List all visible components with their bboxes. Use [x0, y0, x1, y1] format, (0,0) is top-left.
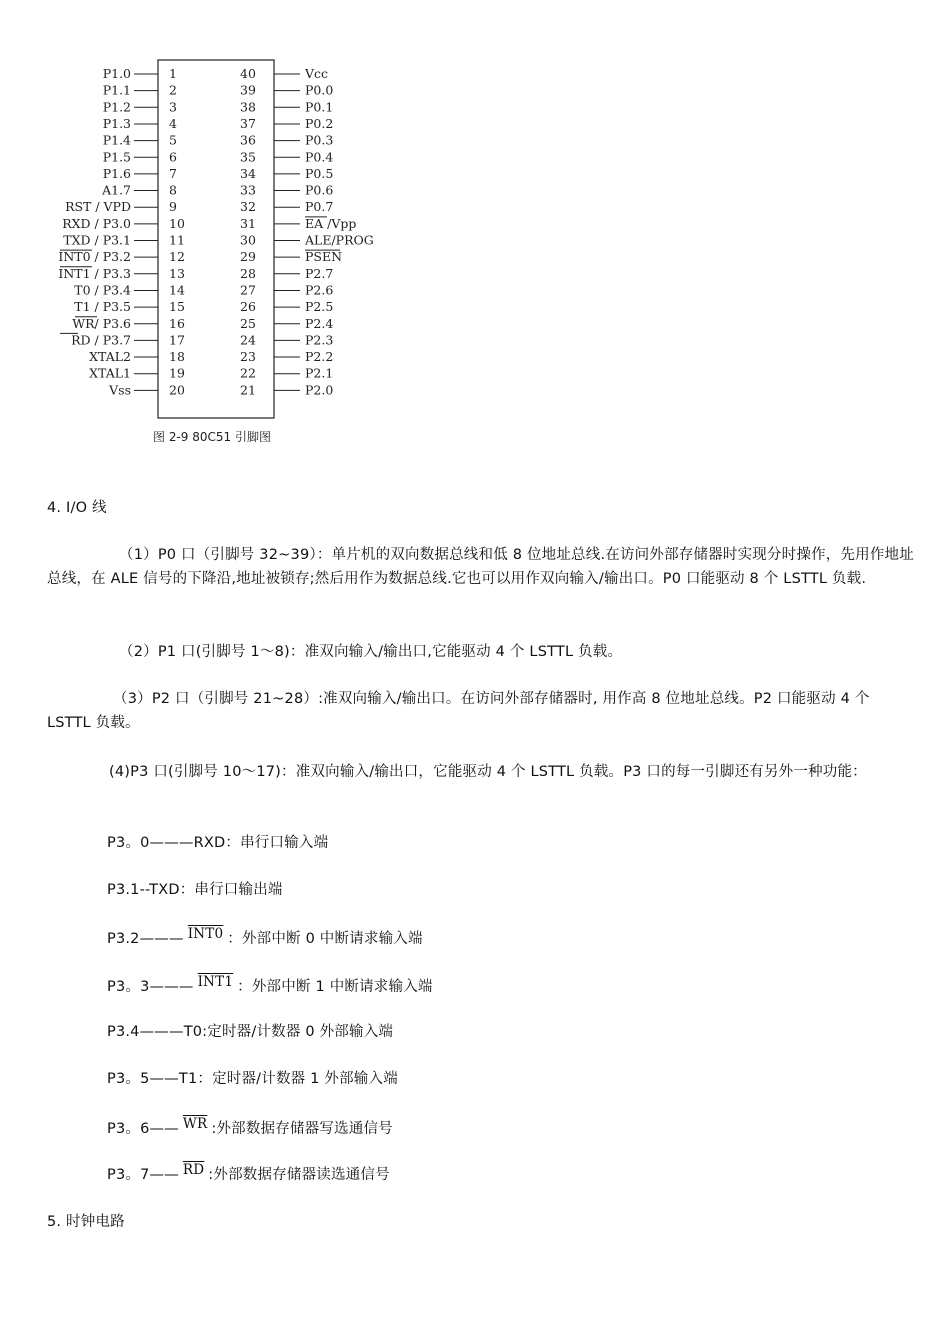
left-pin-label: WR/ P3.6 — [72, 315, 131, 331]
left-pin-label: P1.0 — [102, 66, 131, 81]
p3-5-line: P3。5——T1：定时器/计数器 1 外部输入端 — [107, 1071, 398, 1087]
right-pin-number: 33 — [240, 182, 256, 198]
left-pin-number: 3 — [169, 99, 177, 115]
left-pin-label: P1.5 — [102, 149, 131, 165]
left-pin-label: P1.4 — [102, 132, 131, 148]
left-pin-number: 4 — [169, 115, 177, 131]
right-pin-number: 36 — [240, 132, 256, 148]
wr-symbol: $\overline{WR}$ — [182, 1116, 208, 1132]
right-pin-label: P0.5 — [305, 165, 334, 181]
left-pin-label: INT0 / P3.2 — [58, 249, 131, 265]
right-pin-number: 37 — [240, 115, 256, 131]
right-pin-label: P2.2 — [305, 349, 334, 365]
left-pin-number: 1 — [169, 66, 177, 81]
right-pin-label: EA /Vpp — [305, 215, 357, 231]
right-pin-label: PSEN — [305, 249, 343, 265]
left-pin-number: 7 — [169, 165, 177, 181]
left-pin-label: RST / VPD — [65, 199, 131, 215]
left-pin-number: 11 — [169, 232, 185, 248]
p3-7-desc: :外部数据存储器读选通信号 — [208, 1167, 390, 1183]
right-pin-label: P2.7 — [305, 265, 334, 281]
right-pin-number: 29 — [240, 249, 256, 265]
left-pin-number: 2 — [169, 82, 177, 98]
left-pin-number: 20 — [169, 382, 185, 398]
paragraph-p1: （2）P1 口(引脚号 1～8)：准双向输入/输出口,它能驱动 4 个 LSTTL 负载。 — [119, 644, 623, 660]
p3-4-line: P3.4———T0:定时器/计数器 0 外部输入端 — [107, 1024, 394, 1040]
heading-io-lines: 4. I/O 线 — [47, 500, 107, 516]
left-pin-label: A1.7 — [102, 182, 131, 198]
right-pin-number: 21 — [240, 382, 256, 398]
p3-3-line — [107, 976, 433, 998]
p3-2-prefix: P3.2——— — [107, 931, 184, 947]
p3-3-prefix: P3。3——— — [107, 979, 194, 995]
right-pin-label: P0.7 — [305, 199, 334, 215]
right-pin-number: 32 — [240, 199, 256, 215]
pinout-figure — [0, 0, 950, 460]
left-pin-number: 12 — [169, 249, 185, 265]
left-pin-number: 9 — [169, 199, 177, 215]
right-pin-label: P0.1 — [305, 99, 334, 115]
right-pin-number: 26 — [240, 299, 256, 315]
left-pin-label: RXD / P3.0 — [62, 215, 131, 231]
p3-7-prefix: P3。7—— — [107, 1167, 179, 1183]
left-pin-number: 5 — [169, 132, 177, 148]
right-pin-number: 40 — [240, 66, 256, 81]
right-pin-number: 22 — [240, 365, 256, 381]
right-pin-number: 38 — [240, 99, 256, 115]
left-pin-label: T1 / P3.5 — [74, 299, 131, 315]
right-pin-number: 27 — [240, 282, 256, 298]
right-pin-label: Vcc — [305, 66, 329, 81]
left-pin-label: INT1 / P3.3 — [58, 265, 131, 281]
left-pin-label: XTAL1 — [89, 365, 131, 381]
right-pin-label: P2.0 — [305, 382, 334, 398]
left-pin-number: 10 — [169, 215, 185, 231]
right-pin-number: 28 — [240, 265, 256, 281]
right-pin-number: 34 — [240, 165, 256, 181]
p3-6-prefix: P3。6—— — [107, 1121, 179, 1137]
right-pin-number: 31 — [240, 215, 256, 231]
right-pin-label: P2.5 — [305, 299, 334, 315]
right-pin-number: 23 — [240, 349, 256, 365]
right-pin-label: P0.4 — [305, 149, 334, 165]
left-pin-label: P1.6 — [102, 165, 131, 181]
int1-symbol: INT1 — [197, 974, 234, 990]
right-pin-label: ALE/PROG — [305, 232, 374, 248]
p3-2-desc: ：外部中断 0 中断请求输入端 — [227, 931, 423, 947]
p3-6-line — [107, 1118, 393, 1140]
left-pin-number: 8 — [169, 182, 177, 198]
p3-1-line: P3.1--TXD：串行口输出端 — [107, 882, 283, 898]
left-pin-label: P1.3 — [102, 115, 131, 131]
paragraph-p2: （3）P2 口（引脚号 21~28）:准双向输入/输出口。在访问外部存储器时, 用作高 8 位地址总线。P2 口能驱动 4 个 LSTTL 负载。 — [47, 691, 870, 731]
right-pin-label: P2.3 — [305, 332, 334, 348]
right-pin-label: P2.1 — [305, 365, 334, 381]
left-pin-label: Vss — [109, 382, 131, 398]
left-pin-number: 19 — [169, 365, 185, 381]
right-pin-number: 25 — [240, 315, 256, 331]
right-pin-label: P0.0 — [305, 82, 334, 98]
left-pin-label: TXD / P3.1 — [63, 232, 131, 248]
int0-symbol: INT0 — [187, 926, 224, 942]
figure-caption: 图 2-9 80C51 引脚图 — [153, 430, 271, 444]
left-pin-label: P1.2 — [102, 99, 131, 115]
p3-0-line: P3。0———RXD：串行口输入端 — [107, 835, 329, 851]
right-pin-label: P0.2 — [305, 115, 334, 131]
left-pin-number: 17 — [169, 332, 185, 348]
p3-7-line — [107, 1164, 390, 1186]
left-pin-number: 16 — [169, 315, 185, 331]
heading-clock-circuit: 5. 时钟电路 — [47, 1214, 125, 1230]
left-pin-number: 14 — [169, 282, 185, 298]
right-pin-label: P0.6 — [305, 182, 334, 198]
right-pin-number: 24 — [240, 332, 256, 348]
paragraph-p0: （1）P0 口（引脚号 32~39）：单片机的双向数据总线和低 8 位地址总线.在访问外部存储器时实现分时操作，先用作地址总线，在 ALE 信号的下降沿,地址被锁存;然后用作为数据总线.它也可以用作双向输入/输出口。P0 口能驱动 8 个 LSTTL 负载. — [47, 547, 914, 587]
left-pin-label: T0 / P3.4 — [74, 282, 131, 298]
left-pin-number: 15 — [169, 299, 185, 315]
right-pin-number: 30 — [240, 232, 256, 248]
left-pin-label: XTAL2 — [89, 349, 131, 365]
paragraph-p3: (4)P3 口(引脚号 10～17)：准双向输入/输出口，它能驱动 4 个 LSTTL 负载。P3 口的每一引脚还有另外一种功能： — [109, 764, 867, 780]
p3-2-line — [107, 928, 423, 950]
left-pin-number: 6 — [169, 149, 177, 165]
left-pin-number: 18 — [169, 349, 185, 365]
p3-6-desc: :外部数据存储器写选通信号 — [211, 1121, 393, 1137]
left-pin-label: RD / P3.7 — [71, 332, 131, 348]
left-pin-label: P1.1 — [102, 82, 131, 98]
right-pin-label: P0.3 — [305, 132, 334, 148]
right-pin-label: P2.6 — [305, 282, 334, 298]
right-pin-label: P2.4 — [305, 315, 334, 331]
right-pin-number: 39 — [240, 82, 256, 98]
left-pin-number: 13 — [169, 265, 185, 281]
p3-3-desc: ：外部中断 1 中断请求输入端 — [237, 979, 433, 995]
rd-symbol: $\overline{RD}$ — [182, 1162, 205, 1178]
right-pin-number: 35 — [240, 149, 256, 165]
